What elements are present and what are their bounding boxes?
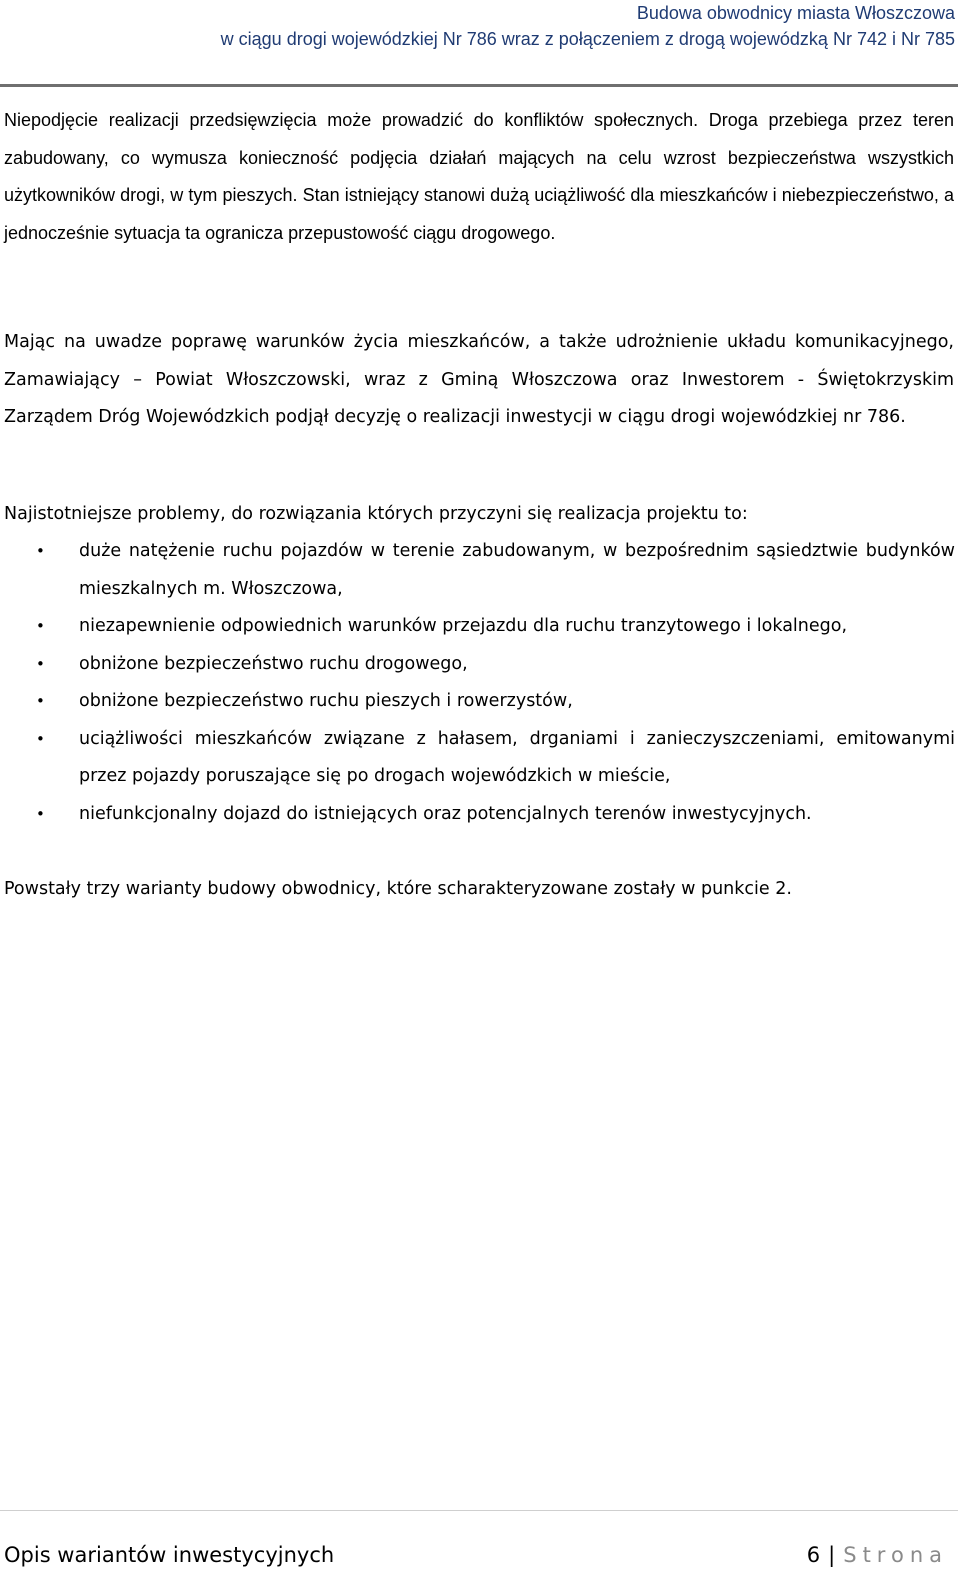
- paragraph-problems-intro: Najistotniejsze problemy, do rozwiązania których przyczyni się realizacja projektu to:: [4, 504, 748, 524]
- bullet-icon: •: [36, 654, 45, 673]
- bullet-icon: •: [36, 692, 45, 710]
- list-item: [0, 646, 955, 684]
- page-number: 6: [806, 1543, 821, 1567]
- list-item-text: duże natężenie ruchu pojazdów w terenie zabudowanym, w bezpośrednim sąsiedztwie budynków mieszkalnych m. Włoszczowa,: [79, 541, 955, 599]
- footer-divider: [0, 1510, 958, 1511]
- header-title-line1: Budowa obwodnicy miasta Włoszczowa: [636, 3, 955, 23]
- problems-list: [0, 533, 955, 833]
- paragraph-risks: Niepodjęcie realizacji przedsięwzięcia może prowadzić do konfliktów społecznych. Droga przebiega przez teren zabudowany, co wymusza konieczność podjęcia działań mających na celu wzrost bezpieczeństwa wszystkich użytkowników drogi, w tym pieszych. Stan istniejący stanowi dużą uciążliwość dla mieszkańców i niebezpieczeństwo, a jednocześnie sytuacja ta ogranicza przepustowość ciągu drogowego.: [4, 110, 954, 243]
- list-item-text: obniżone bezpieczeństwo ruchu drogowego,: [79, 653, 468, 674]
- header-divider: [0, 84, 958, 87]
- bullet-icon: •: [36, 617, 45, 635]
- list-item-text: niefunkcjonalny dojazd do istniejących oraz potencjalnych terenów inwestycyjnych.: [79, 803, 812, 824]
- list-item-text: niezapewnienie odpowiednich warunków przejazdu dla ruchu tranzytowego i lokalnego,: [79, 616, 848, 636]
- bullet-icon: •: [36, 542, 45, 560]
- paragraph-decision: Mając na uwadze poprawę warunków życia mieszkańców, a także udrożnienie układu komunikacyjnego, Zamawiający – Powiat Włoszczowski, wraz z Gminą Włoszczowa oraz Inwestorem - Świętokrzyskim Zarządem Dróg Wojewódzkich podjął decyzję o realizacji inwestycji w ciągu drogi wojewódzkiej nr 786.: [4, 332, 954, 427]
- page-separator: |: [828, 1543, 836, 1567]
- paragraph-variants: Powstały trzy warianty budowy obwodnicy, które scharakteryzowane zostały w punkcie 2.: [4, 879, 792, 899]
- list-item: [0, 608, 955, 646]
- list-item: [0, 796, 955, 834]
- bullet-icon: •: [36, 729, 45, 748]
- header-title-line2: w ciągu drogi wojewódzkiej Nr 786 wraz z połączeniem z drogą wojewódzką Nr 742 i Nr 785: [220, 29, 955, 49]
- list-item-text: obniżone bezpieczeństwo ruchu pieszych i rowerzystów,: [79, 691, 573, 711]
- page-header: [0, 0, 955, 52]
- page-label: Strona: [843, 1543, 948, 1567]
- list-item: [0, 683, 955, 721]
- bullet-icon: •: [36, 804, 45, 823]
- footer-title: Opis wariantów inwestycyjnych: [4, 1543, 335, 1567]
- list-item: [0, 533, 955, 608]
- list-item: [0, 721, 955, 796]
- page-number-block: [807, 1539, 948, 1571]
- list-item-text: uciążliwości mieszkańców związane z hałasem, drganiami i zanieczyszczeniami, emitowanymi przez pojazdy poruszające się po drogach wojewódzkich w mieście,: [79, 728, 955, 786]
